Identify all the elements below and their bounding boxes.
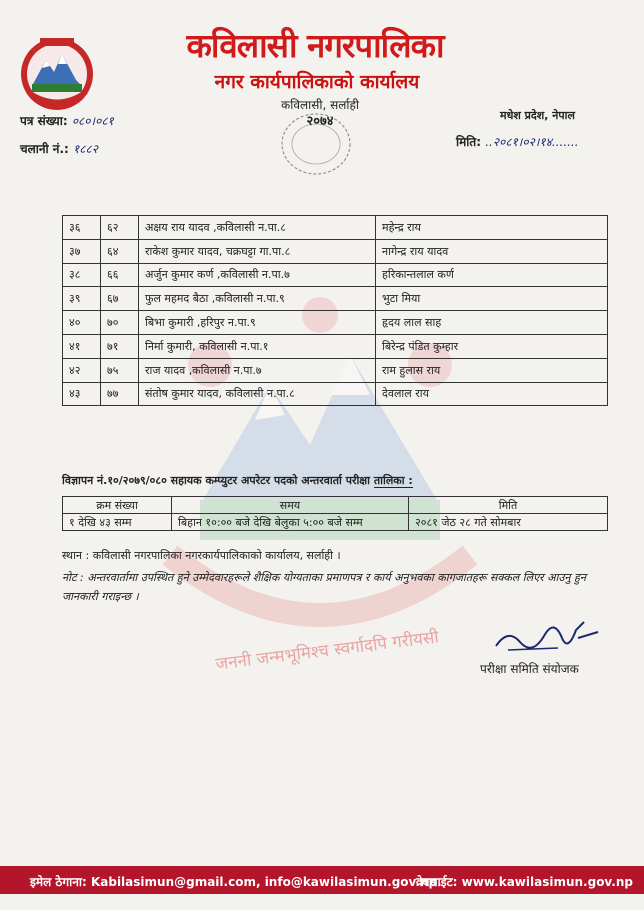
roll-number-cell: ७५ [101,358,139,382]
letter-number-label: पत्र संख्या: [20,114,68,128]
table-row [63,334,608,358]
serial-number-cell: ३९ [63,287,101,311]
schedule-rank: १ देखि ४३ सम्म [63,514,172,531]
candidate-name-cell: संतोष कुमार यादव, कविलासी न.पा.८ [139,382,376,406]
serial-number-cell: ४३ [63,382,101,406]
signature-icon [488,608,608,658]
guardian-name-cell: महेन्द्र राय [376,216,608,240]
candidate-name-cell: फुल महमद बैठा ,कविलासी न.पा.९ [139,287,376,311]
schedule-heading-text: विज्ञापन नं.१०/२०७९/०८० सहायक कम्प्युटर अपरेटर पदको अन्तरवार्ता परीक्षा [62,474,371,487]
candidate-name-cell: बिभा कुमारी ,हरिपुर न.पा.९ [139,311,376,335]
table-row [63,382,608,406]
col-date-header: मिति [409,497,608,514]
office-location: कविलासी, सर्लाही [281,98,359,112]
nepal-emblem-icon [18,34,96,114]
date-line [456,133,579,150]
roll-number-cell: ६४ [101,239,139,263]
candidate-name-cell: निर्मा कुमारी, कविलासी न.पा.१ [139,334,376,358]
dispatch-number [20,140,98,157]
candidate-name-cell: अर्जुन कुमार कर्ण ,कविलासी न.पा.७ [139,263,376,287]
venue-text: स्थान : कविलासी नगरपालिका नगरकार्यपालिकाको कार्यालय, सर्लाही । [62,549,341,562]
candidate-table [62,215,608,406]
schedule-heading-suffix: तालिका : [373,474,413,487]
footer-email[interactable]: इमेल ठेगाना: Kabilasimun@gmail.com, info@kawilasimun.gov.np. [30,875,442,889]
guardian-name-cell: राम हुलास राय [376,358,608,382]
roll-number-cell: ७० [101,311,139,335]
candidate-name-cell: राज यादव ,कविलासी न.पा.७ [139,358,376,382]
roll-number-cell: ६६ [101,263,139,287]
dispatch-number-label: चलानी नं.: [20,142,69,156]
table-row [63,239,608,263]
serial-number-cell: ३८ [63,263,101,287]
guardian-name-cell: बिरेन्द्र पंडित कुम्हार [376,334,608,358]
guardian-name-cell: देवलाल राय [376,382,608,406]
schedule-date: २०८१ जेठ २८ गते सोमबार [409,514,608,531]
serial-number-cell: ४१ [63,334,101,358]
signature-title: परीक्षा समिति संयोजक [480,662,579,676]
roll-number-cell: ७१ [101,334,139,358]
guardian-name-cell: भुटा मिया [376,287,608,311]
col-time-header: समय [172,497,409,514]
schedule-row [63,514,608,531]
roll-number-cell: ६२ [101,216,139,240]
serial-number-cell: ३७ [63,239,101,263]
date-label: मिति: [456,135,482,149]
established-year: २०७४ [306,114,334,129]
table-row [63,358,608,382]
watermark-motto: जननी जन्मभूमिश्च स्वर्गादपि गरीयसी [214,627,440,675]
letter-number-value: ०८०।०८१ [71,114,114,128]
footer-website[interactable]: वेबसाईट: www.kawilasimun.gov.np [416,875,633,889]
serial-number-cell: ३६ [63,216,101,240]
candidate-name-cell: राकेश कुमार यादव, चक्रघट्टा गा.पा.८ [139,239,376,263]
date-value: ..२०८१।०२।१४....... [485,135,579,149]
schedule-time: बिहान १०:०० बजे देखि बेलुका ५:०० बजे सम्म [172,514,409,531]
table-row [63,216,608,240]
roll-number-cell: ७७ [101,382,139,406]
guardian-name-cell: नागेन्द्र राय यादव [376,239,608,263]
schedule-heading [62,473,413,488]
footer-bar [0,866,644,894]
table-row [63,287,608,311]
office-name: नगर कार्यपालिकाको कार्यालय [214,71,420,93]
schedule-table [62,496,608,531]
col-rank-header: क्रम संख्या [63,497,172,514]
guardian-name-cell: हृदय लाल साह [376,311,608,335]
serial-number-cell: ४२ [63,358,101,382]
candidate-name-cell: अक्षय राय यादव ,कविलासी न.पा.८ [139,216,376,240]
roll-number-cell: ६७ [101,287,139,311]
office-stamp-icon [262,104,370,182]
municipality-name: कविलासी नगरपालिका [186,26,444,65]
table-row [63,311,608,335]
dispatch-number-value: १८८२ [73,142,98,156]
schedule-header-row [63,497,608,514]
serial-number-cell: ४० [63,311,101,335]
guardian-name-cell: हरिकान्तलाल कर्ण [376,263,608,287]
note-text: नोट : अन्तरवार्तामा उपस्थित हुने उम्मेदवारहरूले शैक्षिक योग्यताका प्रमाणपत्र र कार्य अनुभवका कागजातहरू सक्कल लिएर आउनु हुन जानकारी गराइन्छ । [62,571,586,603]
province-text: मधेश प्रदेश, नेपाल [500,109,575,122]
table-row [63,263,608,287]
letter-number [20,112,114,129]
